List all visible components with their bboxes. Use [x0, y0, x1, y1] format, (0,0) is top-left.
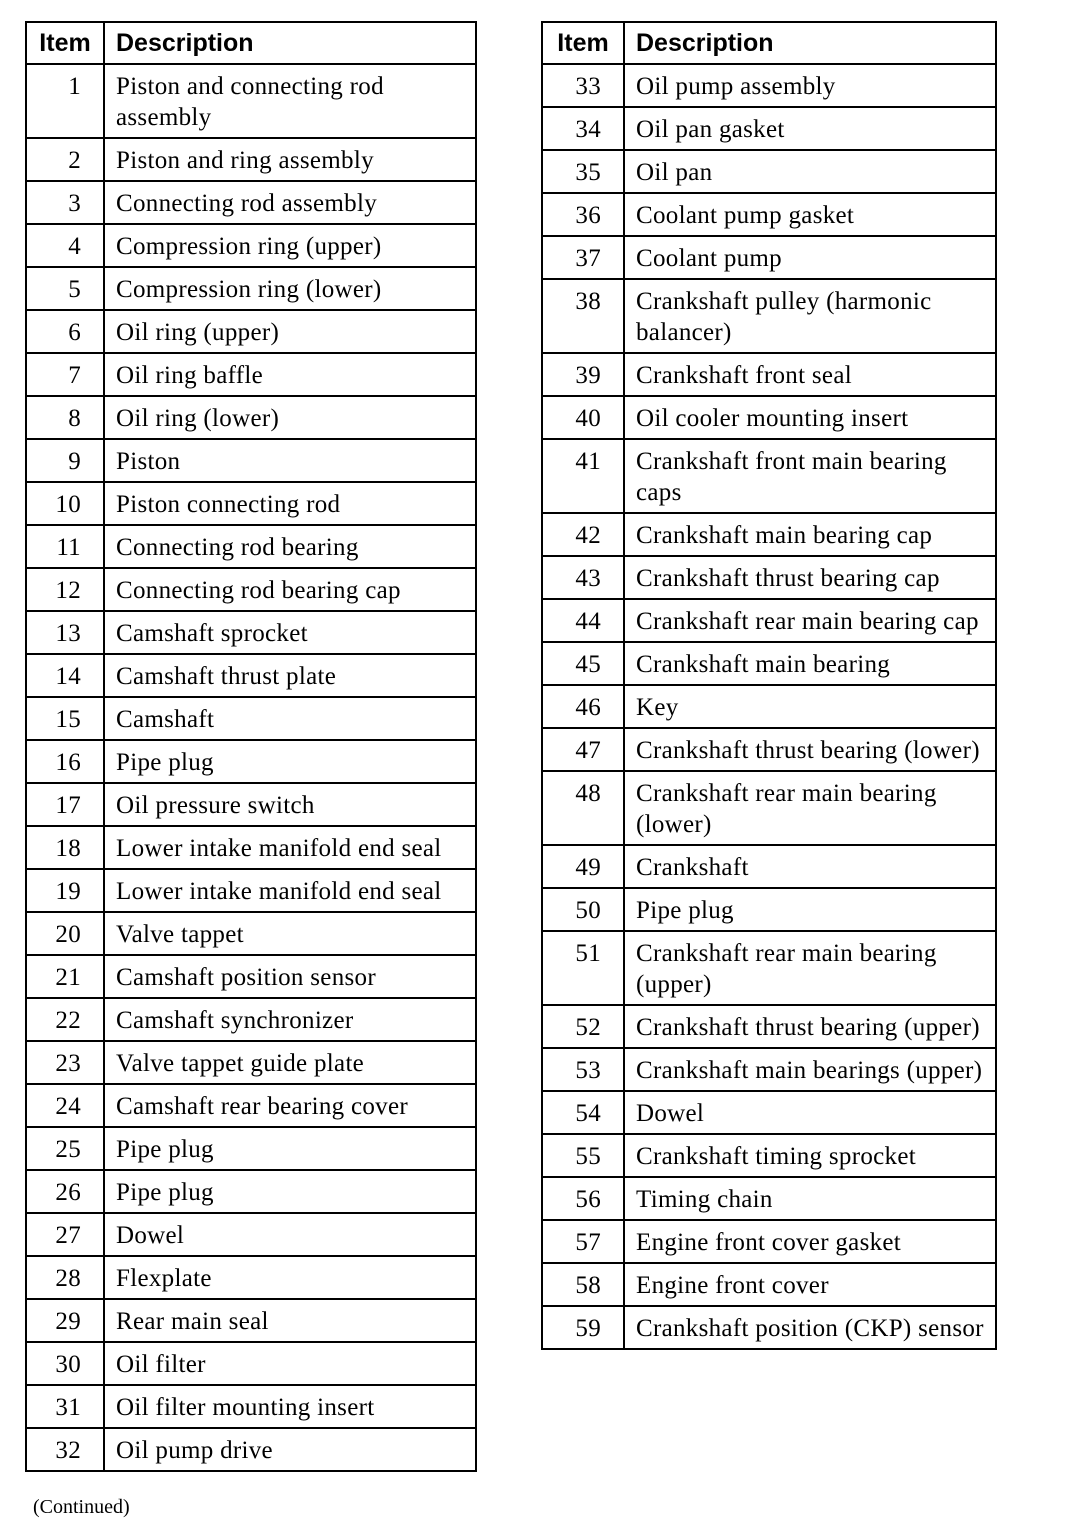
item-number: 55: [542, 1134, 624, 1177]
item-description: Crankshaft main bearing: [624, 642, 996, 685]
item-header: Item: [26, 22, 104, 64]
item-number: 49: [542, 845, 624, 888]
item-description: Oil ring (lower): [104, 396, 476, 439]
table-row: [26, 310, 476, 353]
table-row: [26, 912, 476, 955]
item-number: 43: [542, 556, 624, 599]
item-description: Piston connecting rod: [104, 482, 476, 525]
item-number: 57: [542, 1220, 624, 1263]
item-description: Lower intake manifold end seal: [104, 869, 476, 912]
item-number: 7: [26, 353, 104, 396]
item-description: Coolant pump gasket: [624, 193, 996, 236]
item-description: Piston and connecting rod assembly: [104, 64, 476, 138]
item-number: 27: [26, 1213, 104, 1256]
item-number: 14: [26, 654, 104, 697]
item-description: Lower intake manifold end seal: [104, 826, 476, 869]
item-description: Pipe plug: [624, 888, 996, 931]
item-number: 3: [26, 181, 104, 224]
table-row: [26, 1127, 476, 1170]
table-row: [26, 482, 476, 525]
table-row: [26, 1213, 476, 1256]
table-row: [542, 1220, 996, 1263]
table-row: [26, 654, 476, 697]
item-number: 35: [542, 150, 624, 193]
item-number: 39: [542, 353, 624, 396]
table-row: [542, 279, 996, 353]
item-number: 41: [542, 439, 624, 513]
table-row: [26, 998, 476, 1041]
item-description: Flexplate: [104, 1256, 476, 1299]
table-row: [26, 1084, 476, 1127]
table-row: [542, 396, 996, 439]
item-number: 30: [26, 1342, 104, 1385]
item-number: 48: [542, 771, 624, 845]
header-row: [542, 22, 996, 64]
table-row: [26, 1342, 476, 1385]
item-description: Camshaft thrust plate: [104, 654, 476, 697]
item-description: Connecting rod bearing cap: [104, 568, 476, 611]
description-header: Description: [624, 22, 996, 64]
item-number: 51: [542, 931, 624, 1005]
item-number: 12: [26, 568, 104, 611]
table-row: [542, 439, 996, 513]
table-row: [26, 826, 476, 869]
item-description: Crankshaft thrust bearing (lower): [624, 728, 996, 771]
item-description: Oil pump assembly: [624, 64, 996, 107]
table-row: [542, 728, 996, 771]
item-number: 42: [542, 513, 624, 556]
continued-note: (Continued): [33, 1496, 130, 1518]
table-row: [542, 1005, 996, 1048]
table-row: [26, 1041, 476, 1084]
item-number: 2: [26, 138, 104, 181]
item-number: 22: [26, 998, 104, 1041]
item-number: 38: [542, 279, 624, 353]
item-number: 15: [26, 697, 104, 740]
item-number: 19: [26, 869, 104, 912]
item-number: 26: [26, 1170, 104, 1213]
item-description: Crankshaft main bearings (upper): [624, 1048, 996, 1091]
table-row: [542, 931, 996, 1005]
item-number: 59: [542, 1306, 624, 1349]
table-row: [542, 513, 996, 556]
table-row: [26, 439, 476, 482]
table-row: [542, 236, 996, 279]
item-number: 23: [26, 1041, 104, 1084]
item-number: 1: [26, 64, 104, 138]
table-row: [26, 267, 476, 310]
item-number: 33: [542, 64, 624, 107]
table-row: [542, 107, 996, 150]
item-description: Oil filter mounting insert: [104, 1385, 476, 1428]
table-row: [542, 556, 996, 599]
item-number: 47: [542, 728, 624, 771]
item-description: Crankshaft thrust bearing cap: [624, 556, 996, 599]
item-description: Oil pan: [624, 150, 996, 193]
table-row: [26, 783, 476, 826]
item-description: Crankshaft front main bearing caps: [624, 439, 996, 513]
table-row: [26, 181, 476, 224]
table-row: [26, 1428, 476, 1471]
table-row: [26, 64, 476, 138]
item-number: 10: [26, 482, 104, 525]
item-description: Valve tappet guide plate: [104, 1041, 476, 1084]
item-description: Compression ring (lower): [104, 267, 476, 310]
item-description: Crankshaft timing sprocket: [624, 1134, 996, 1177]
item-number: 34: [542, 107, 624, 150]
item-number: 31: [26, 1385, 104, 1428]
item-number: 20: [26, 912, 104, 955]
table-row: [26, 1170, 476, 1213]
table-row: [26, 525, 476, 568]
item-description: Crankshaft position (CKP) sensor: [624, 1306, 996, 1349]
parts-table-left: [25, 21, 477, 1472]
item-number: 25: [26, 1127, 104, 1170]
item-description: Timing chain: [624, 1177, 996, 1220]
item-number: 36: [542, 193, 624, 236]
table-row: [26, 1256, 476, 1299]
item-description: Coolant pump: [624, 236, 996, 279]
table-row: [542, 1134, 996, 1177]
item-number: 17: [26, 783, 104, 826]
item-description: Pipe plug: [104, 740, 476, 783]
parts-table-left-body: [26, 64, 476, 1471]
table-row: [26, 740, 476, 783]
item-number: 28: [26, 1256, 104, 1299]
item-number: 56: [542, 1177, 624, 1220]
table-row: [26, 869, 476, 912]
item-description: Camshaft position sensor: [104, 955, 476, 998]
item-number: 11: [26, 525, 104, 568]
item-description: Rear main seal: [104, 1299, 476, 1342]
item-number: 29: [26, 1299, 104, 1342]
item-description: Oil cooler mounting insert: [624, 396, 996, 439]
item-description: Piston: [104, 439, 476, 482]
item-description: Crankshaft rear main bearing cap: [624, 599, 996, 642]
item-number: 58: [542, 1263, 624, 1306]
table-row: [542, 353, 996, 396]
item-description: Connecting rod assembly: [104, 181, 476, 224]
item-number: 24: [26, 1084, 104, 1127]
table-row: [542, 150, 996, 193]
table-row: [542, 771, 996, 845]
item-number: 18: [26, 826, 104, 869]
header-row: [26, 22, 476, 64]
item-description: Crankshaft rear main bearing (lower): [624, 771, 996, 845]
item-description: Crankshaft rear main bearing (upper): [624, 931, 996, 1005]
item-number: 16: [26, 740, 104, 783]
item-description: Engine front cover: [624, 1263, 996, 1306]
parts-table-right: [541, 21, 997, 1350]
item-description: Camshaft synchronizer: [104, 998, 476, 1041]
item-description: Oil ring (upper): [104, 310, 476, 353]
item-description: Oil pump drive: [104, 1428, 476, 1471]
table-row: [542, 642, 996, 685]
item-description: Valve tappet: [104, 912, 476, 955]
description-header: Description: [104, 22, 476, 64]
item-description: Camshaft sprocket: [104, 611, 476, 654]
item-description: Camshaft rear bearing cover: [104, 1084, 476, 1127]
table-row: [542, 193, 996, 236]
table-row: [26, 611, 476, 654]
item-description: Crankshaft front seal: [624, 353, 996, 396]
item-description: Key: [624, 685, 996, 728]
item-number: 13: [26, 611, 104, 654]
item-description: Crankshaft main bearing cap: [624, 513, 996, 556]
table-row: [26, 568, 476, 611]
item-description: Pipe plug: [104, 1127, 476, 1170]
table-row: [542, 685, 996, 728]
item-number: 44: [542, 599, 624, 642]
item-number: 21: [26, 955, 104, 998]
table-row: [542, 888, 996, 931]
item-number: 40: [542, 396, 624, 439]
item-description: Compression ring (upper): [104, 224, 476, 267]
table-row: [542, 1263, 996, 1306]
item-number: 50: [542, 888, 624, 931]
item-header: Item: [542, 22, 624, 64]
item-description: Piston and ring assembly: [104, 138, 476, 181]
table-row: [26, 224, 476, 267]
table-row: [26, 353, 476, 396]
item-description: Dowel: [104, 1213, 476, 1256]
item-number: 8: [26, 396, 104, 439]
table-row: [542, 1091, 996, 1134]
item-description: Crankshaft thrust bearing (upper): [624, 1005, 996, 1048]
table-row: [26, 138, 476, 181]
item-description: Oil filter: [104, 1342, 476, 1385]
item-description: Crankshaft pulley (harmonic balancer): [624, 279, 996, 353]
table-row: [542, 599, 996, 642]
table-row: [542, 845, 996, 888]
item-number: 9: [26, 439, 104, 482]
item-number: 6: [26, 310, 104, 353]
item-number: 54: [542, 1091, 624, 1134]
item-description: Engine front cover gasket: [624, 1220, 996, 1263]
item-number: 5: [26, 267, 104, 310]
table-row: [26, 955, 476, 998]
table-row: [26, 396, 476, 439]
item-number: 46: [542, 685, 624, 728]
item-description: Connecting rod bearing: [104, 525, 476, 568]
table-row: [542, 1177, 996, 1220]
item-number: 4: [26, 224, 104, 267]
item-description: Oil ring baffle: [104, 353, 476, 396]
item-number: 52: [542, 1005, 624, 1048]
item-number: 53: [542, 1048, 624, 1091]
table-row: [26, 697, 476, 740]
item-description: Oil pressure switch: [104, 783, 476, 826]
table-row: [26, 1385, 476, 1428]
item-number: 32: [26, 1428, 104, 1471]
item-description: Oil pan gasket: [624, 107, 996, 150]
item-description: Pipe plug: [104, 1170, 476, 1213]
item-description: Crankshaft: [624, 845, 996, 888]
item-number: 37: [542, 236, 624, 279]
item-number: 45: [542, 642, 624, 685]
table-row: [26, 1299, 476, 1342]
parts-table-right-body: [542, 64, 996, 1349]
item-description: Dowel: [624, 1091, 996, 1134]
table-row: [542, 64, 996, 107]
table-row: [542, 1306, 996, 1349]
table-row: [542, 1048, 996, 1091]
item-description: Camshaft: [104, 697, 476, 740]
